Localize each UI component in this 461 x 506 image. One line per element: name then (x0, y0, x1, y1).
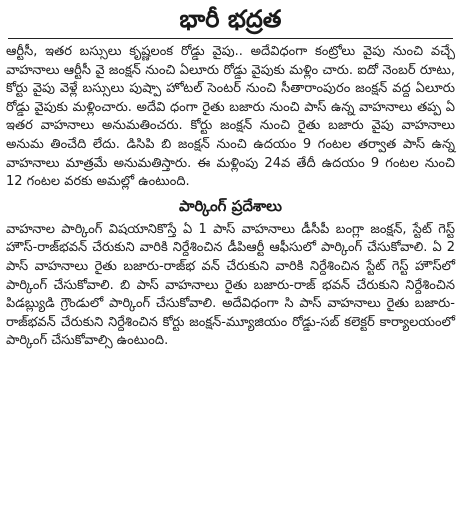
headline-divider (8, 38, 453, 39)
body-paragraph-parking: వాహనాల పార్కింగ్ విషయానికొస్తే ఏ 1 పాస్ వాహనాలు డీసీపీ బంగ్లా జంక్షన్, స్టేట్ గెస్ట్ హౌస్-రాజ్‌భవన్ చేరుకుని వారికి నిర్దేశించిన డీపిఆర్టీ ఆఫీసులో పార్కింగ్ చేసుకోవాలి. ఏ 2 పాస్ వాహనాలు రైతు బజారు-రాజ్‌భ వన్ చేరుకుని వారికి నిర్దేశించిన స్టేట్ గెస్ట్ హౌస్‌లో పార్కింగ్ చేసుకోవాలి. బి పాస్ వాహనాలు రైతు బజారు-రాజ్ భవన్ చేరుకుని నిర్దేశించిన పిడబ్ల్యుడి గ్రౌండులో పార్కింగ్ చేసుకోవాలి. అదేవిధంగా సి పాస్ వాహనాలు రైతు బజారు-రాజ్‌భవన్ చేరుకుని నిర్దేశించిన కోర్టు జంక్షన్-మ్యూజియం రోడ్డు-సబ్ కలెక్టర్ కార్యాలయంలో పార్కింగ్ చేసుకోవాల్సి ఉంటుంది. (6, 221, 455, 349)
headline: భారీ భద్రత (179, 4, 282, 33)
body-paragraph-traffic-diversion: ఆర్టీసీ, ఇతర బస్సులు కృష్ణలంక రోడ్డు వైపు.. అదేవిధంగా కంట్రోలు వైపు నుంచి వచ్చే వాహనాలు ఆర్టీసీ వై జంక్షన్ నుంచి ఏలూరు రోడ్డు వైపుకు మళ్లిం చారు. ఐదో నెంబర్ రూటు, కోర్టు వైపు వెళ్లే బస్సులు పుష్పా హోటల్ సెంటర్ నుంచి సీతారాంపురం జంక్షన్ వద్ద ఏలూరు రోడ్డు వైపుకు మళ్లించారు. అదేవి ధంగా రైతు బజారు నుంచి పాస్ ఉన్న వాహనాలు తప్ప ఏ ఇతర వాహనాలు అనుమతించరు. కోర్టు జంక్షన్ నుంచి రైతు బజారు వైపు వాహనాలు అనుమ తించేది లేదు. డిసిపి బి జంక్షన్ నుంచి ఉదయం 9 గంటల తర్వాత పాస్ ఉన్న వాహనాలు మాత్రమే అనుమతిస్తారు. ఈ మళ్లింపు 24వ తేదీ ఉదయం 9 గంటల నుంచి 12 గంటల వరకు అమల్లో ఉంటుంది. (6, 44, 455, 190)
section-heading-parking: పార్కింగ్ ప్రదేశాలు (179, 196, 282, 215)
